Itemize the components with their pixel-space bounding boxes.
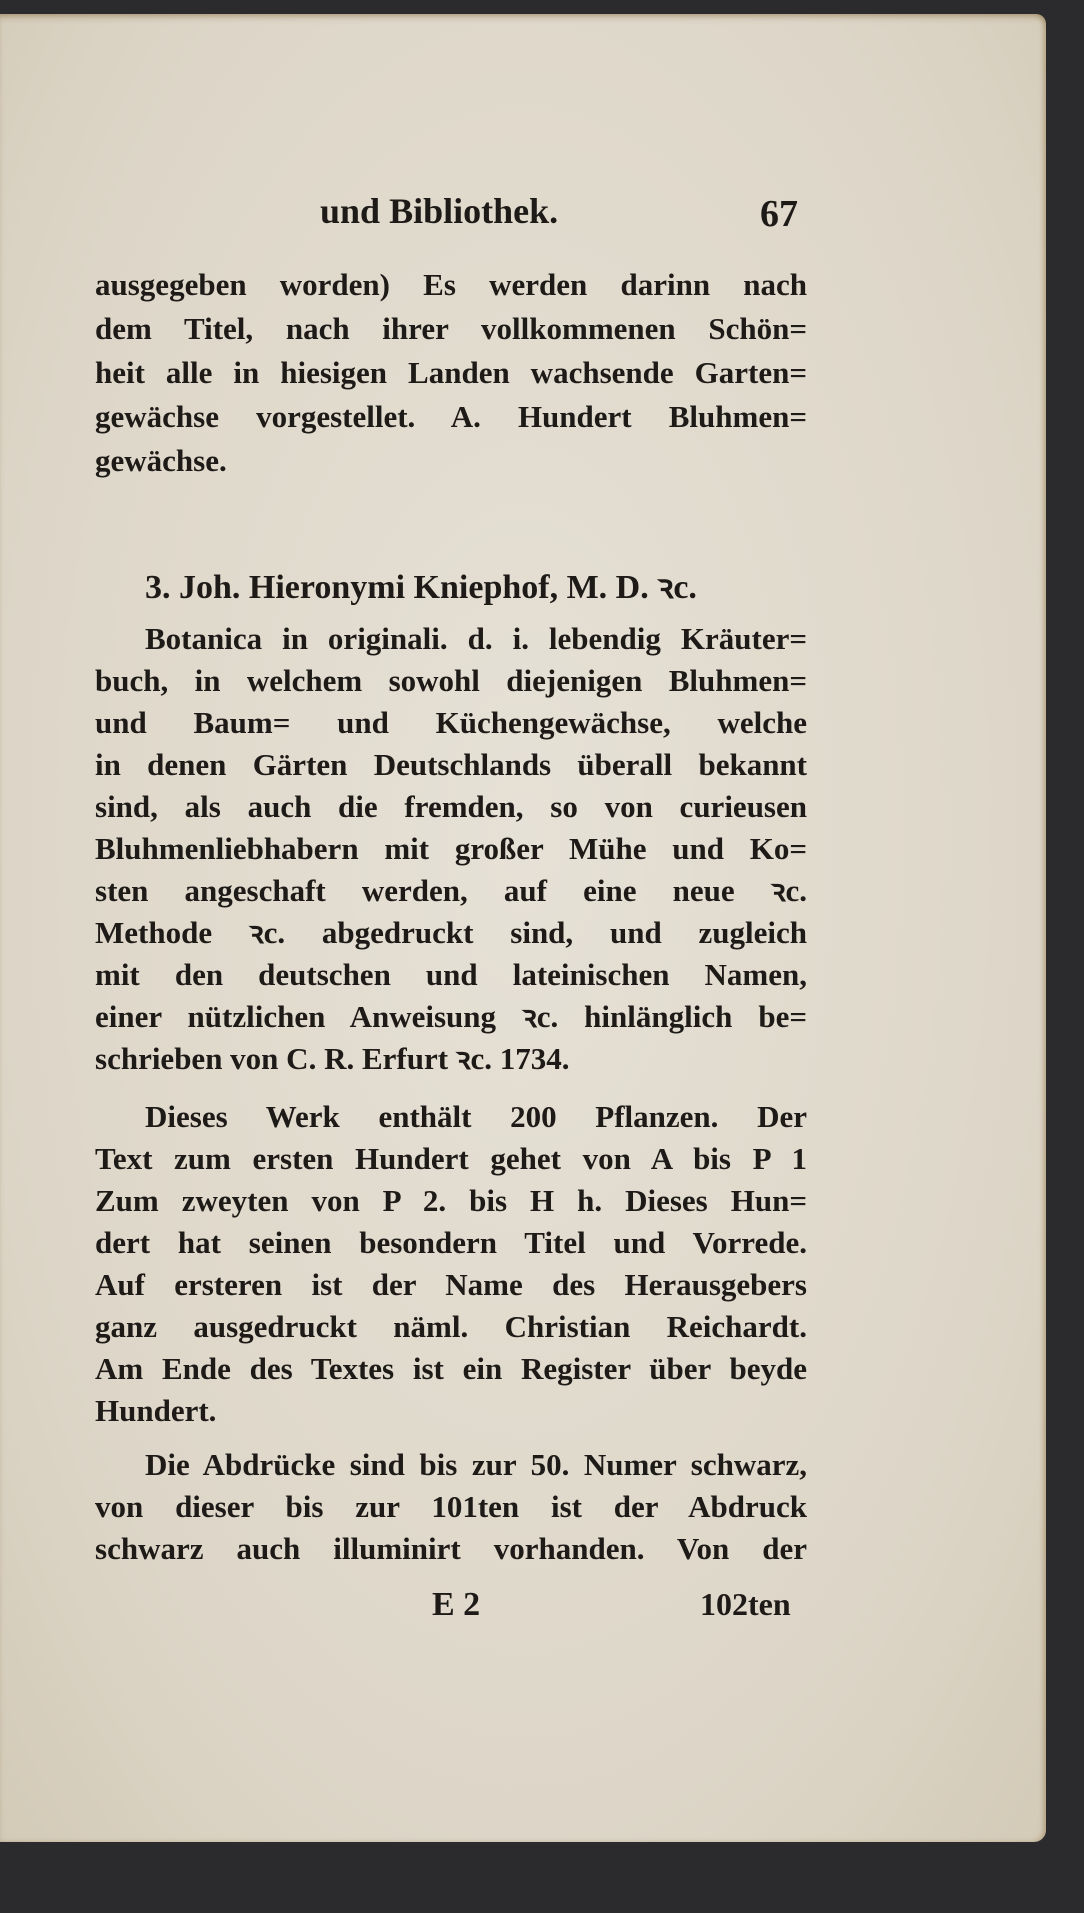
catchword: 102ten: [700, 1586, 791, 1622]
signature-mark: E 2: [432, 1586, 481, 1623]
text-line: gewächse vorgestellet. A. Hundert Bluhmen=: [95, 399, 807, 434]
text-line: Auf ersteren ist der Name des Herausgebers: [95, 1267, 807, 1302]
text-line: buch, in welchem sowohl diejenigen Bluhmen=: [95, 663, 807, 698]
book-page: [0, 14, 1046, 1842]
page-number: 67: [760, 193, 798, 235]
text-line: Am Ende des Textes ist ein Register über beyde: [95, 1351, 807, 1386]
entry-heading: 3. Joh. Hieronymi Kniephof, M. D. ꝛc.: [145, 569, 697, 606]
text-line: dert hat seinen besondern Titel und Vorrede.: [95, 1225, 807, 1260]
text-line: heit alle in hiesigen Landen wachsende Garten=: [95, 355, 807, 390]
text-line: sind, als auch die fremden, so von curieusen: [95, 789, 807, 824]
text-line: Bluhmenliebhabern mit großer Mühe und Ko=: [95, 831, 807, 866]
text-line: einer nützlichen Anweisung ꝛc. hinlänglich be=: [95, 999, 807, 1034]
text-line: Botanica in originali. d. i. lebendig Kräuter=: [145, 621, 807, 656]
text-line: Hundert.: [95, 1393, 217, 1428]
text-line: schrieben von C. R. Erfurt ꝛc. 1734.: [95, 1041, 570, 1076]
text-line: Methode ꝛc. abgedruckt sind, und zugleich: [95, 915, 807, 950]
text-line: schwarz auch illuminirt vorhanden. Von der: [95, 1531, 807, 1566]
text-line: sten angeschaft werden, auf eine neue ꝛc.: [95, 873, 807, 908]
text-line: von dieser bis zur 101ten ist der Abdruck: [95, 1489, 807, 1524]
text-line: Text zum ersten Hundert gehet von A bis P 1: [95, 1141, 807, 1176]
text-line: in denen Gärten Deutschlands überall bekannt: [95, 747, 807, 782]
text-line: ausgegeben worden) Es werden darinn nach: [95, 267, 807, 302]
text-line: gewächse.: [95, 443, 227, 478]
text-line: Zum zweyten von P 2. bis H h. Dieses Hun=: [95, 1183, 807, 1218]
text-line: ganz ausgedruckt näml. Christian Reichardt.: [95, 1309, 807, 1344]
text-line: Dieses Werk enthält 200 Pflanzen. Der: [145, 1099, 807, 1134]
text-line: Die Abdrücke sind bis zur 50. Numer schwarz,: [145, 1447, 807, 1482]
running-title: und Bibliothek.: [320, 191, 559, 231]
text-line: und Baum= und Küchengewächse, welche: [95, 705, 807, 740]
text-line: mit den deutschen und lateinischen Namen,: [95, 957, 807, 992]
text-line: dem Titel, nach ihrer vollkommenen Schön=: [95, 311, 807, 346]
